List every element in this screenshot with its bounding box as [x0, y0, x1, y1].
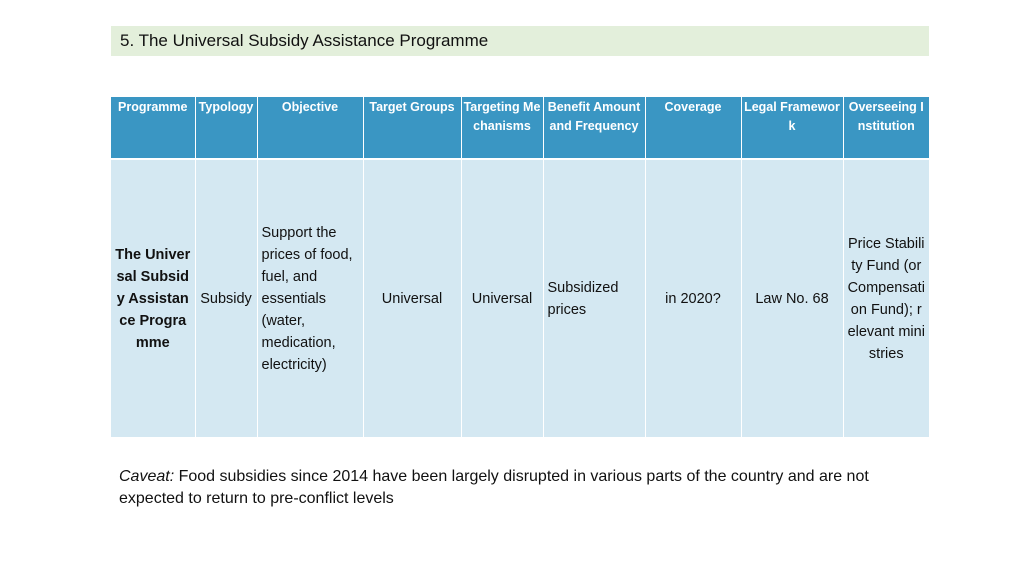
- cell-coverage: in 2020?: [645, 159, 741, 437]
- slide-title: 5. The Universal Subsidy Assistance Programme: [111, 26, 929, 56]
- cell-targeting-mechanisms: Universal: [461, 159, 543, 437]
- header-benefit: Benefit Amount and Frequency: [543, 97, 645, 159]
- header-target-groups: Target Groups: [363, 97, 461, 159]
- header-typology: Typology: [195, 97, 257, 159]
- cell-typology: Subsidy: [195, 159, 257, 437]
- cell-legal-framework: Law No. 68: [741, 159, 843, 437]
- header-programme: Programme: [111, 97, 195, 159]
- caveat-label: Caveat:: [119, 468, 175, 485]
- header-institution: Overseeing Institution: [843, 97, 929, 159]
- caveat-note: [119, 466, 919, 510]
- header-coverage: Coverage: [645, 97, 741, 159]
- cell-institution: Price Stability Fund (or Compensation Fund); relevant ministries: [843, 159, 929, 437]
- programme-table: [111, 97, 929, 437]
- caveat-text: Food subsidies since 2014 have been largely disrupted in various parts of the country and are not expected to return to pre-conflict levels: [119, 468, 869, 507]
- header-targeting-mechanisms: Targeting Mechanisms: [461, 97, 543, 159]
- table-row: [111, 159, 929, 437]
- header-objective: Objective: [257, 97, 363, 159]
- header-legal-framework: Legal Framework: [741, 97, 843, 159]
- cell-target-groups: Universal: [363, 159, 461, 437]
- cell-objective: Support the prices of food, fuel, and essentials (water, medication, electricity): [257, 159, 363, 437]
- cell-programme: The Universal Subsidy Assistance Programme: [111, 159, 195, 437]
- table-header-row: [111, 97, 929, 159]
- cell-benefit: Subsidized prices: [543, 159, 645, 437]
